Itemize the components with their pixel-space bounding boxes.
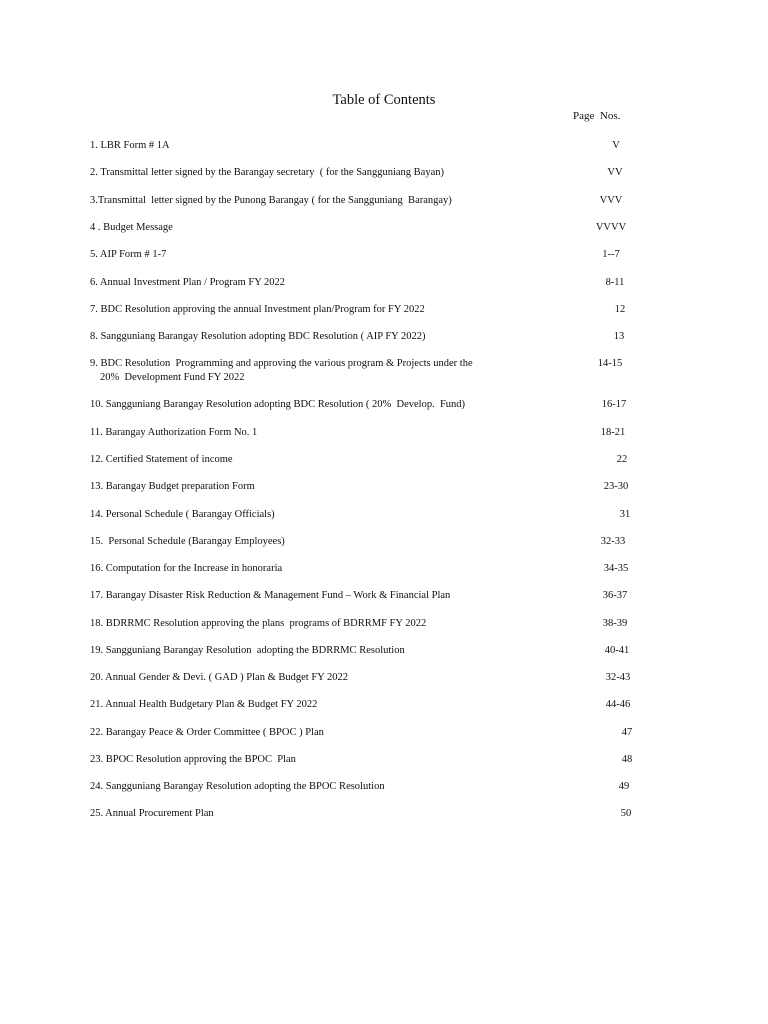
toc-entry-title-line: 19. Sangguniang Barangay Resolution adopting the BDRRMC Resolution: [90, 645, 405, 656]
toc-entry-title: [90, 535, 540, 549]
toc-entry-title: [90, 221, 540, 235]
page-title: Table of Contents: [332, 92, 436, 108]
toc-entry-title: [90, 303, 540, 317]
toc-entry-page-number: VV: [607, 167, 623, 178]
toc-entry-title-line: 20. Annual Gender & Devi. ( GAD ) Plan & Budget FY 2022: [90, 672, 348, 683]
toc-entry-page-number: 32-33: [600, 536, 626, 547]
toc-entry-page-number: 1--7: [602, 249, 620, 260]
toc-entry-title: [90, 330, 540, 344]
toc-entry-page-number: 31: [619, 509, 631, 520]
toc-entry-page-number: 50: [620, 808, 632, 819]
toc-entry-page-number: 47: [621, 727, 633, 738]
toc-entry-title: [90, 562, 540, 576]
toc-entry-title: [90, 398, 540, 412]
toc-entry-page-number: VVV: [599, 195, 623, 206]
toc-entry-title-line: 16. Computation for the Increase in honoraria: [90, 563, 283, 574]
toc-entry-title-line: 14. Personal Schedule ( Barangay Officials): [90, 509, 275, 520]
toc-entry-title-line: 8. Sangguniang Barangay Resolution adopting BDC Resolution ( AIP FY 2022): [90, 331, 426, 342]
toc-entry-page-number: 38-39: [602, 618, 628, 629]
toc-entry-title-line: 1. LBR Form # 1A: [90, 140, 170, 151]
toc-entry-title-line: 4 . Budget Message: [90, 222, 173, 233]
toc-entry-title: [90, 480, 540, 494]
toc-entry-title-line: 22. Barangay Peace & Order Committee ( BPOC ) Plan: [90, 727, 324, 738]
toc-entry-title: [90, 617, 540, 631]
toc-entry-title: [90, 671, 540, 685]
toc-entry-title-line: 11. Barangay Authorization Form No. 1: [90, 427, 258, 438]
toc-entry-title-line: 18. BDRRMC Resolution approving the plans programs of BDRRMF FY 2022: [90, 618, 427, 629]
toc-entry-title-continuation: 20% Development Fund FY 2022: [100, 372, 245, 383]
toc-entry-title-line: 9. BDC Resolution Programming and approving the various program & Projects under the: [90, 358, 473, 369]
toc-entry-page-number: 32-43: [605, 672, 631, 683]
toc-entry-page-number: 49: [618, 781, 630, 792]
toc-entry-page-number: V: [612, 140, 620, 151]
toc-entry-title: [90, 194, 540, 208]
toc-entry-title: [90, 508, 540, 522]
toc-entry-title: [90, 453, 540, 467]
toc-entry-title: [90, 357, 540, 385]
toc-entry-page-number: VVVV: [595, 222, 627, 233]
toc-entry-page-number: 36-37: [602, 590, 628, 601]
toc-entry-title-line: 24. Sangguniang Barangay Resolution adopting the BPOC Resolution: [90, 781, 385, 792]
toc-entry-page-number: 14-15: [597, 358, 623, 369]
page-numbers-header: Page Nos.: [573, 110, 621, 122]
toc-entry-title: [90, 589, 540, 603]
toc-entry-title: [90, 807, 540, 821]
toc-entry-title: [90, 139, 540, 153]
toc-entry-page-number: 13: [613, 331, 625, 342]
toc-entry-title: [90, 644, 540, 658]
toc-entry-page-number: 48: [621, 754, 633, 765]
toc-entry-page-number: 23-30: [603, 481, 629, 492]
toc-entry-title: [90, 753, 540, 767]
toc-entry-page-number: 16-17: [601, 399, 627, 410]
toc-entry-title-line: 13. Barangay Budget preparation Form: [90, 481, 255, 492]
toc-entry-title: [90, 698, 540, 712]
toc-entry-title-line: 23. BPOC Resolution approving the BPOC Plan: [90, 754, 296, 765]
toc-entry-title-line: 12. Certified Statement of income: [90, 454, 233, 465]
toc-entry-title: [90, 276, 540, 290]
toc-entry-title-line: 7. BDC Resolution approving the annual Investment plan/Program for FY 2022: [90, 304, 425, 315]
toc-entry-title-line: 15. Personal Schedule (Barangay Employees): [90, 536, 285, 547]
toc-entry-page-number: 40-41: [604, 645, 630, 656]
toc-entry-title-line: 25. Annual Procurement Plan: [90, 808, 214, 819]
toc-entry-title-line: 21. Annual Health Budgetary Plan & Budget FY 2022: [90, 699, 318, 710]
toc-entry-title-line: 3.Transmittal letter signed by the Punong Barangay ( for the Sangguniang Barangay): [90, 195, 452, 206]
toc-entry-page-number: 22: [616, 454, 628, 465]
toc-entry-page-number: 18-21: [600, 427, 626, 438]
toc-entry-title-line: 6. Annual Investment Plan / Program FY 2022: [90, 277, 286, 288]
toc-entry-title: [90, 426, 540, 440]
toc-entry-title: [90, 166, 540, 180]
toc-entry-page-number: 12: [614, 304, 626, 315]
toc-entry-title: [90, 780, 540, 794]
toc-entry-title-line: 10. Sangguniang Barangay Resolution adopting BDC Resolution ( 20% Develop. Fund): [90, 399, 466, 410]
toc-entry-page-number: 8-11: [605, 277, 625, 288]
toc-entry-title-line: 2. Transmittal letter signed by the Barangay secretary ( for the Sangguniang Bayan): [90, 167, 444, 178]
toc-entry-title-line: 5. AIP Form # 1-7: [90, 249, 167, 260]
toc-entry-title: [90, 726, 540, 740]
toc-entry-title-line: 17. Barangay Disaster Risk Reduction & Management Fund – Work & Financial Plan: [90, 590, 451, 601]
toc-entry-page-number: 44-46: [605, 699, 631, 710]
toc-entry-page-number: 34-35: [603, 563, 629, 574]
toc-entry-title: [90, 248, 540, 262]
